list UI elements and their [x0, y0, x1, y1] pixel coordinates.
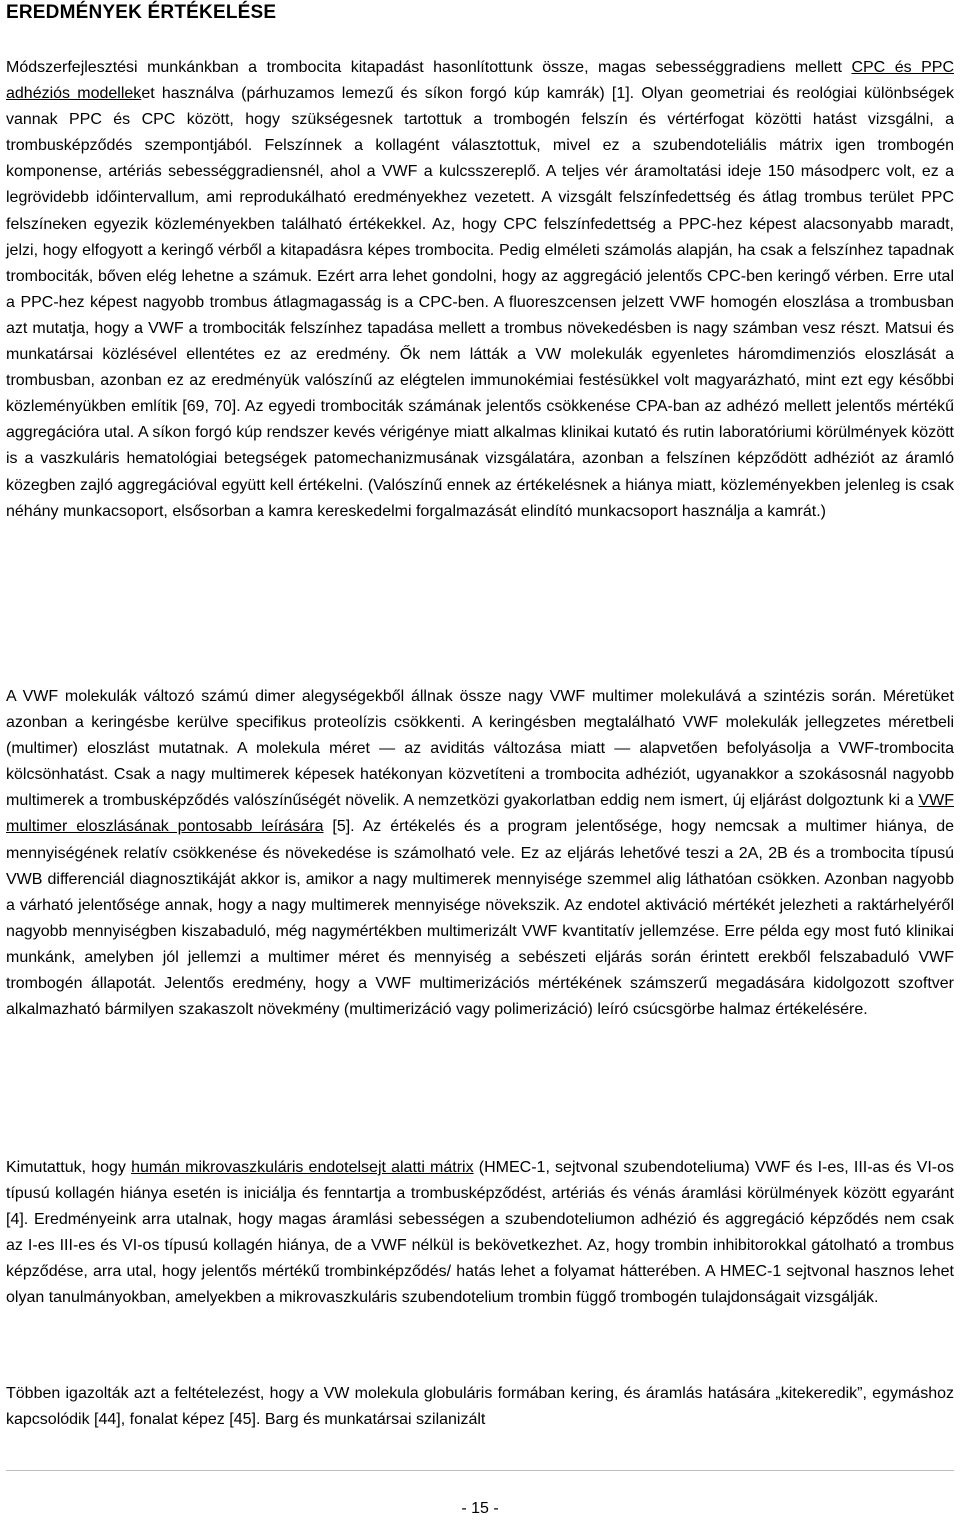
paragraph-3: [6, 1155, 954, 1312]
underlined-term-cpc-ppc-models: CPC és PPC adhéziós modellek: [6, 59, 954, 103]
footer-divider: [6, 1470, 954, 1471]
page-number: - 15 -: [461, 1500, 499, 1517]
paragraph-4: [6, 1381, 954, 1433]
paragraph-2: [6, 684, 954, 1023]
paragraph-1-text-a: Módszerfejlesztési munkánkban a trombocita kitapadást hasonlítottunk össze, magas sebességgradiens mellett: [6, 59, 852, 76]
paragraph-2-text-a: A VWF molekulák változó számú dimer alegységekből állnak össze nagy VWF multimer molekulává a szintézis során. Méretüket azonban a keringésbe kerülve specifikus proteolízis csökkenti. A keringésben megtalálható VWF molekulák jellegzetes méretbeli (multimer) eloszlást mutatnak. A molekula méret — az aviditás változása miatt — alapvetően befolyásolja a VWF-trombocita kölcsönhatást. Csak a nagy multimerek képesek hatékonyan közvetíteni a trombocita adhéziót, ugyanakkor a szokásosnál nagyobb multimerek a trombusképződés valószínűségét növelik. A nemzetközi gyakorlatban eddig nem ismert, új eljárást dolgoztunk ki a: [6, 688, 954, 810]
underlined-term-hmec-matrix: humán mikrovaszkuláris endotelsejt alatti mátrix: [131, 1159, 474, 1176]
paragraph-2-text-b: [5]. Az értékelés és a program jelentősége, hogy nemcsak a multimer hiánya, de mennyiségének relatív csökkenése és növekedése is számolható vele. Ez az eljárás lehetővé teszi a 2A, 2B és a trombocita típusú VWB differenciál diagnosztikáját akkor is, amikor a nagy multimerek mennyisége szemmel alig láthatóan csökken. Azonban nagyobb a várható jelentősége annak, hogy a nagy multimerek mennyisége növekszik. Az endotel aktiváció mértékét jelezheti a raktárhelyéről nagyobb mennyiségben kiszabaduló, még nagymértékben multimerizált VWF kvantitatív jellemzése. Erre példa egy most futó klinikai munkánk, amelyben jól jellemzi a multimer méret és mennyiség a sebészeti eljárás során érintett erekből felszabaduló VWF trombogén állapotát. Jelentős eredmény, hogy a VWF multimerizációs mértékének számszerű megadására kidolgozott szoftver alkalmazható bármilyen szakaszolt növekmény (multimerizáció vagy polimerizáció) leíró csúcsgörbe halmaz értékelésére.: [6, 818, 955, 1019]
paragraph-1-text-b: et használva (párhuzamos lemezű és síkon forgó kúp kamrák) [1]. Olyan geometriai és reológiai különbségek vannak PPC és CPC között, hogy szükségesnek tartottuk a trombogén felszín és vértérfogat közötti hatást vizsgálni, a trombusképződés szempontjából. Felszínnek a kollagént választottuk, mivel ez a szubendoteliális mátrix igen trombogén komponense, artériás sebességgradiensnél, ahol a VWF a kulcsszereplő. A teljes vér áramoltatási ideje 150 másodperc volt, ez a legrövidebb időintervallum, ami reprodukálható eredményekhez vezetett. A vizsgált felszínfedettség és átlag trombus terület PPC felszíneken egyezik közleményekben található értékekkel. Az, hogy CPC felszínfedettség a PPC-hez képest alacsonyabb maradt, jelzi, hogy elfogyott a keringő vérből a kitapadásra képes trombocita. Pedig elméleti számolás alapján, ha csak a felszínhez tapadnak trombociták, bőven elég lehetne a számuk. Ezért arra lehet gondolni, hogy az aggregáció jelentős CPC-ben keringő vérben. Erre utal a PPC-hez képest nagyobb trombus átlagmagasság is a CPC-ben. A fluoreszcensen jelzett VWF homogén eloszlása a trombusban azt mutatja, hogy a VWF a trombociták felszínhez tapadása mellett a trombus növekedésben is nagy számban vesz részt. Matsui és munkatársai közlésével ellentétes ez az eredmény. Ők nem látták a VW molekulák egyenletes háromdimenziós eloszlását a trombusban, azonban ez az eredményük valószínű az elégtelen immunokémiai festésükkel volt magyarázható, mint ezt egy későbbi közleményükben említik [69, 70]. Az egyedi trombociták számának jelentős csökkenése CPA-ban az adhézó mellett jelentős mértékű aggregációra utal. A síkon forgó kúp rendszer kevés vérigénye miatt alkalmas klinikai kutató és rutin laboratóriumi körülmények között is a vaszkuláris hematológiai betegségek patomechanizmusának vizsgálatára, azonban a felszínen képződött adhéziót az áramló közegben zajló aggregációval együtt kell értékelni. (Valószínű ennek az értékelésnek a hiánya miatt, közleményekben jelenleg is csak néhány munkacsoport, elsősorban a kamra kereskedelmi forgalmazását elindító munkacsoport használja a kamrát.): [6, 85, 954, 520]
paragraph-3-text-b: (HMEC-1, sejtvonal szubendoteliuma) VWF és I-es, III-as és VI-os típusú kollagén hiánya esetén is iniciálja és fenntartja a trombusképződést, artériás és vénás áramlási körülmények között egyaránt [4]. Eredményeink arra utalnak, hogy magas áramlási sebességen a szubendoteliumon adhézió és aggregáció képződés nem csak az I-es III-es és VI-os típusú kollagén hiánya, de a VWF nélkül is bekövetkezhet. Az, hogy trombin inhibitorokkal gátolható a trombus képződése, arra utal, hogy jelentős mértékű trombinképződés/ hatás lehet a folyamat hátterében. A HMEC-1 sejtvonal hasznos lehet olyan tanulmányokban, amelyekben a mikrovaszkuláris szubendotelium trombin függő trombogén tulajdonságait vizsgálják.: [6, 1159, 955, 1307]
underlined-term-vwf-multimer: VWF multimer eloszlásának pontosabb leírására: [6, 792, 954, 836]
paragraph-4-text-a: Többen igazolták azt a feltételezést, hogy a VW molekula globuláris formában kering, és áramlás hatására „kitekeredik”, egymáshoz kapcsolódik [44], fonalat képez [45]. Barg és munkatársai szilanizált: [6, 1385, 954, 1429]
paragraph-1: [6, 55, 954, 525]
section-heading: EREDMÉNYEK ÉRTÉKELÉSE: [6, 2, 277, 23]
paragraph-3-text-a: Kimutattuk, hogy: [6, 1159, 132, 1176]
